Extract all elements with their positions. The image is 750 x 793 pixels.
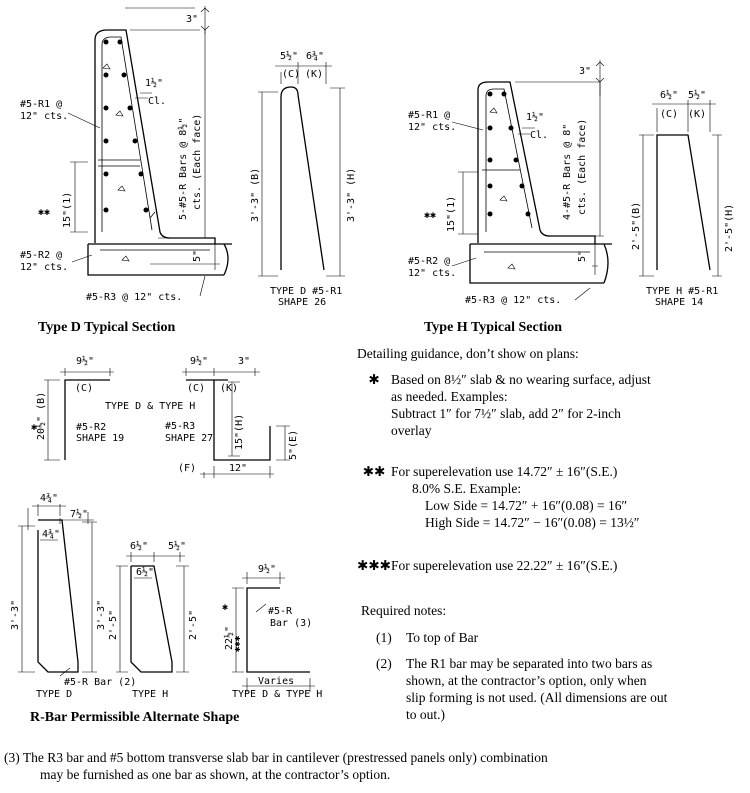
alt-h-top2: 5½" — [168, 541, 187, 552]
h-face: cts. (Each face) — [577, 118, 588, 215]
h-top-dim: 3" — [579, 66, 592, 77]
note-star2 — [357, 463, 639, 531]
caption-rbar: R-Bar Permissible Alternate Shape — [30, 710, 240, 725]
note-star3 — [357, 557, 617, 574]
n1-text: To top of Bar — [406, 630, 479, 645]
n2-l2: shown, at the contractor’s option, only when — [406, 673, 647, 688]
alt-dh-bar: #5-R — [268, 606, 293, 617]
r3-cl: (C) — [187, 383, 206, 394]
r3-h: 15"(H) — [234, 413, 245, 450]
h-r3: #5-R3 @ 12" cts. — [465, 295, 562, 306]
d-r2b: 12" cts. — [20, 262, 69, 273]
alt-type-h — [108, 540, 199, 700]
alt-dh-var: Varies — [258, 676, 295, 687]
h14-b: 2'-5"(B) — [631, 201, 642, 250]
d-face: cts. (Each face) — [192, 113, 203, 210]
r3-c: 9½" — [190, 356, 209, 367]
alt-type-d — [10, 492, 136, 700]
n3-l2: may be furnished as one bar as shown, at the contractor’s option. — [40, 767, 391, 782]
alt-d-mid: 4¾" — [42, 529, 61, 540]
d26-c: 5½" — [280, 51, 299, 62]
r3-12: 12" — [229, 463, 248, 474]
d-bars: 5-#5-R Bars @ 8½" — [178, 117, 189, 220]
n2-l4: to out.) — [406, 707, 445, 722]
r2-shape: SHAPE 19 — [76, 433, 125, 444]
alt-type-dh — [222, 563, 322, 700]
h14-c: 6½" — [660, 90, 679, 101]
alt-dh-top: 9½" — [258, 564, 277, 575]
alt-h-h1: 2'-5" — [108, 609, 119, 640]
alt-d-type: TYPE D — [36, 689, 73, 700]
h-clr2: Cl. — [530, 130, 549, 141]
type-h-shape-14 — [631, 89, 735, 308]
notes-heading: Detailing guidance, don’t show on plans: — [357, 346, 579, 361]
r3-kl: (K) — [220, 383, 239, 394]
d26-b: 3'-3" (B) — [250, 167, 261, 222]
note-2 — [376, 655, 667, 723]
star2-l4: High Side = 14.72″ − 16″(0.08) = 13½″ — [425, 515, 640, 530]
star1-l2: as needed. Examples: — [391, 389, 508, 404]
n2-l3: slip forming is not used. (All dimensions are out — [406, 690, 668, 705]
h-r1b: 12" cts. — [408, 122, 457, 133]
h14-cl: (C) — [660, 109, 679, 120]
n2-l1: The R1 bar may be separated into two bars as — [406, 656, 653, 671]
d-r1: #5-R1 @ — [20, 99, 63, 110]
caption-type-h: Type H Typical Section — [424, 320, 563, 335]
h-r2: #5-R2 @ — [408, 256, 451, 267]
star2-l1: For superelevation use 14.72″ ± 16″(S.E.) — [391, 464, 618, 479]
h-r1: #5-R1 @ — [408, 110, 451, 121]
required-notes — [361, 602, 446, 619]
d26-name: TYPE D #5-R1 — [270, 286, 343, 297]
alt-h-mid: 6½" — [136, 567, 155, 578]
alt-d-h2: 3'-3" — [96, 599, 107, 630]
note-3 — [4, 749, 548, 783]
notes-block — [357, 345, 579, 362]
star3-sym: ✱✱✱ — [357, 558, 391, 573]
alt-d-lbl: #5-R Bar (2) — [64, 677, 137, 688]
r3-f: (F) — [178, 463, 197, 474]
star2-l2: 8.0% S.E. Example: — [412, 481, 522, 496]
alt-dh-bar2: Bar (3) — [270, 618, 313, 629]
alt-dh-ht: 22½" — [224, 625, 235, 650]
h-bars: 4-#5-R Bars @ 8" — [562, 123, 573, 220]
r2-star: ✱ — [31, 422, 38, 433]
d26-cl: (C) — [282, 69, 301, 80]
h-star: ✱✱ — [424, 210, 437, 221]
caption-type-d: Type D Typical Section — [38, 320, 176, 335]
both-types-label: TYPE D & TYPE H — [105, 401, 196, 412]
type-d-shape-26 — [250, 50, 357, 308]
alt-d-top2: 7½" — [70, 509, 89, 520]
alt-d-top1: 4¾" — [40, 493, 59, 504]
type-h-section — [408, 60, 612, 306]
d-clr2: Cl. — [148, 96, 167, 107]
n1-num: (1) — [376, 630, 392, 645]
r2-name: #5-R2 — [76, 422, 107, 433]
d-ht: 15"(1) — [62, 191, 73, 228]
d-r3: #5-R3 @ 12" cts. — [86, 292, 183, 303]
h14-k: 5½" — [688, 90, 707, 101]
star2-l3: Low Side = 14.72″ + 16″(0.08) = 16″ — [425, 498, 628, 513]
r3-e: 5"(E) — [288, 429, 299, 460]
h14-h: 2'-5"(H) — [724, 203, 735, 252]
d-star: ✱✱ — [38, 207, 51, 218]
r2-b: 20½" (B) — [36, 391, 47, 440]
r2-c: 9½" — [76, 356, 95, 367]
alt-dh-star: ✱ — [222, 602, 229, 613]
r3-shape-27 — [165, 355, 299, 478]
h14-name: TYPE H #5-R1 — [646, 286, 719, 297]
d-r2: #5-R2 @ — [20, 250, 63, 261]
h-ht: 15"(1) — [446, 195, 457, 232]
r3-name: #5-R3 — [165, 421, 196, 432]
h-bot: 5" — [577, 249, 588, 262]
alt-h-type: TYPE H — [132, 689, 169, 700]
d26-h: 3'-3" (H) — [346, 167, 357, 222]
d26-shape: SHAPE 26 — [278, 297, 327, 308]
star2-sym: ✱✱ — [362, 464, 386, 479]
r3-k: 3" — [238, 356, 251, 367]
star1-l4: overlay — [391, 423, 432, 438]
alt-d-h1: 3'-3" — [10, 599, 21, 630]
h14-shape: SHAPE 14 — [655, 297, 704, 308]
h14-kl: (K) — [688, 109, 707, 120]
d26-k: 6¾" — [306, 51, 325, 62]
req-heading: Required notes: — [361, 603, 447, 618]
d-bot: 5" — [192, 249, 203, 262]
n2-num: (2) — [376, 656, 392, 671]
d-clr: 1½" — [145, 78, 164, 89]
d26-kl: (K) — [305, 69, 324, 80]
star1-l3: Subtract 1″ for 7½″ slab, add 2″ for 2-inch — [391, 406, 621, 421]
star3-l1: For superelevation use 22.22″ ± 16″(S.E.) — [391, 558, 618, 573]
note-star1 — [357, 371, 651, 439]
type-d-section — [20, 6, 232, 303]
alt-h-top1: 6½" — [130, 541, 149, 552]
h-r2b: 12" cts. — [408, 268, 457, 279]
alt-dh-type: TYPE D & TYPE H — [232, 689, 323, 700]
star1-l1: Based on 8½″ slab & no wearing surface, adjust — [391, 372, 651, 387]
alt-h-h2: 2'-5" — [188, 609, 199, 640]
alt-dh-star3: ✱✱✱ — [233, 635, 243, 652]
n3-l1: (3) The R3 bar and #5 bottom transverse slab bar in cantilever (prestressed panels only) combination — [4, 750, 548, 765]
star1-sym: ✱ — [368, 372, 380, 387]
d-top-dim: 3" — [186, 14, 199, 25]
note-1 — [376, 629, 478, 646]
r2-cl: (C) — [75, 383, 94, 394]
r3-shape: SHAPE 27 — [165, 433, 214, 444]
h-clr: 1½" — [526, 112, 545, 123]
d-r1b: 12" cts. — [20, 111, 69, 122]
